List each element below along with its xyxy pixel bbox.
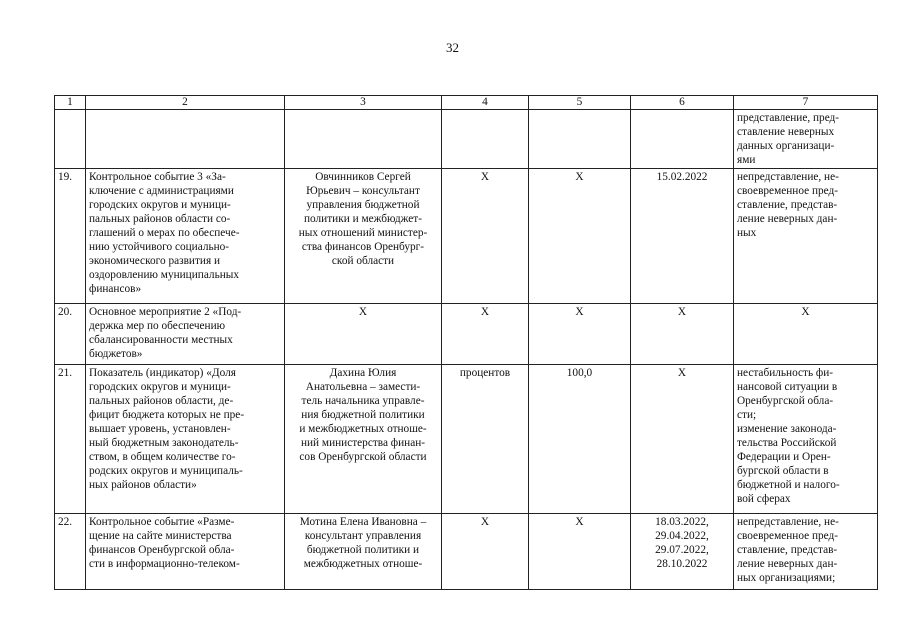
unit-cell: Х	[442, 304, 529, 365]
responsible-cell: Дахина Юлия Анатольевна – замести- тель начальника управле- ния бюджетной политики и межбюджетных отноше- ний министерства финан- сов Оренбургской области	[285, 365, 442, 514]
responsible-cell	[285, 110, 442, 169]
risks-cell: непредставление, не- своевременное пред- ставление, представ- ление неверных дан- ных организациями;	[734, 514, 878, 590]
unit-cell: процентов	[442, 365, 529, 514]
risks-cell: Х	[734, 304, 878, 365]
responsible-cell: Х	[285, 304, 442, 365]
page-number: 32	[446, 40, 459, 55]
column-header: 7	[734, 96, 878, 110]
date-cell: 18.03.2022, 29.04.2022, 29.07.2022, 28.10.2022	[631, 514, 734, 590]
event-name-cell: Контрольное событие 3 «За- ключение с администрациями городских округов и муници- пальных районов области со- глашений о мерах по обеспече- нию устойчивого социально- экономического развития и оздоровлению муниципальных финансов»	[86, 169, 285, 304]
table-row	[55, 514, 878, 590]
row-number-cell	[55, 110, 86, 169]
value-cell: Х	[529, 169, 631, 304]
risks-cell: представление, пред- ставление неверных данных организаци- ями	[734, 110, 878, 169]
risks-cell: нестабильность фи- нансовой ситуации в Оренбургской обла- сти; изменение законода- тельства Российской Федерации и Орен- бургской области в бюджетной и налого- вой сферах	[734, 365, 878, 514]
column-header: 2	[86, 96, 285, 110]
column-header: 1	[55, 96, 86, 110]
program-table	[54, 95, 878, 590]
risks-cell: непредставление, не- своевременное пред- ставление, представ- ление неверных дан- ных	[734, 169, 878, 304]
value-cell: Х	[529, 304, 631, 365]
table-row	[55, 110, 878, 169]
table-row	[55, 304, 878, 365]
event-name-cell	[86, 110, 285, 169]
date-cell: 15.02.2022	[631, 169, 734, 304]
row-number-cell: 20.	[55, 304, 86, 365]
date-cell: Х	[631, 365, 734, 514]
column-header: 4	[442, 96, 529, 110]
value-cell	[529, 110, 631, 169]
row-number-cell: 22.	[55, 514, 86, 590]
responsible-cell: Мотина Елена Ивановна – консультант управления бюджетной политики и межбюджетных отноше-	[285, 514, 442, 590]
value-cell: 100,0	[529, 365, 631, 514]
unit-cell: Х	[442, 169, 529, 304]
unit-cell	[442, 110, 529, 169]
row-number-cell: 19.	[55, 169, 86, 304]
date-cell: Х	[631, 304, 734, 365]
event-name-cell: Показатель (индикатор) «Доля городских округов и муници- пальных районов области, де- фицит бюджета которых не пре- вышает уровень, установлен- ный бюджетным законодатель- ством, в общем количестве го- родских округов и муниципаль- ных районов области»	[86, 365, 285, 514]
unit-cell: Х	[442, 514, 529, 590]
table-row	[55, 365, 878, 514]
column-header: 6	[631, 96, 734, 110]
responsible-cell: Овчинников Сергей Юрьевич – консультант управления бюджетной политики и межбюджет- ных отношений министер- ства финансов Оренбург- ской области	[285, 169, 442, 304]
table-row	[55, 169, 878, 304]
column-header: 3	[285, 96, 442, 110]
column-header: 5	[529, 96, 631, 110]
value-cell: Х	[529, 514, 631, 590]
table-header-row	[55, 96, 878, 110]
event-name-cell: Контрольное событие «Разме- щение на сайте министерства финансов Оренбургской обла- сти в информационно-телеком-	[86, 514, 285, 590]
row-number-cell: 21.	[55, 365, 86, 514]
date-cell	[631, 110, 734, 169]
event-name-cell: Основное мероприятие 2 «Под- держка мер по обеспечению сбалансированности местных бюджетов»	[86, 304, 285, 365]
